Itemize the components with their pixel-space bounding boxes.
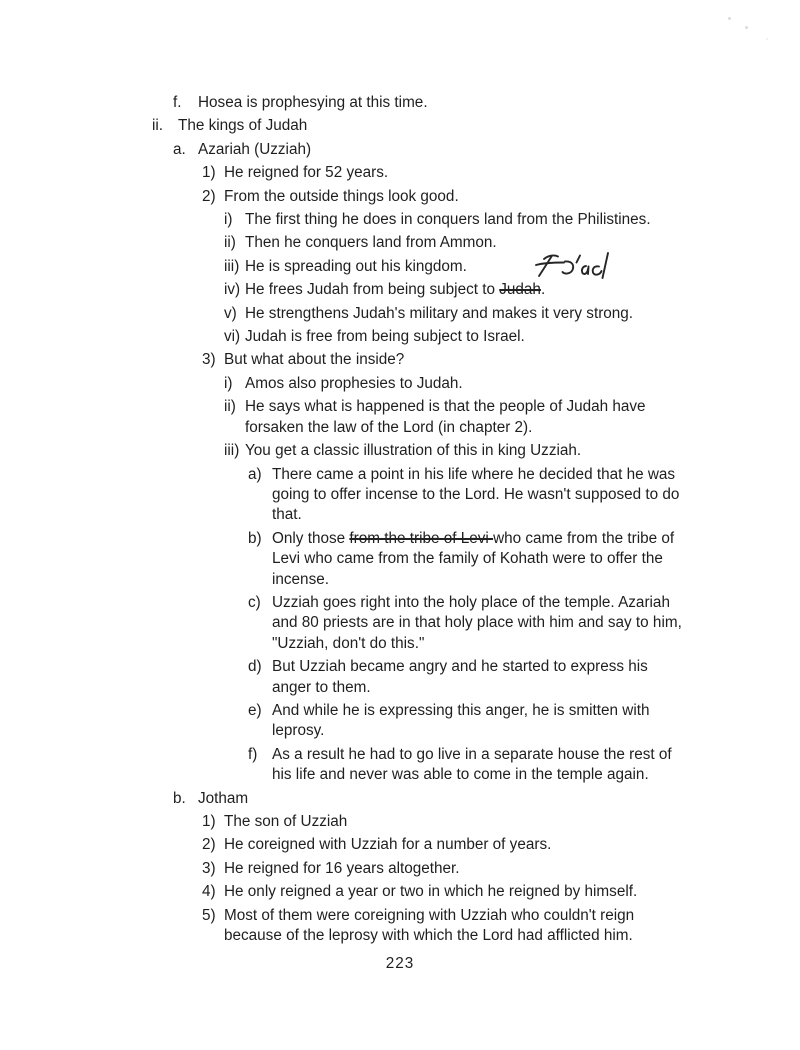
outline-text <box>245 257 800 277</box>
outline-text <box>245 397 800 438</box>
outline-text <box>198 140 800 160</box>
outline-text-line <box>272 529 800 549</box>
outline-text-line: forsaken the law of the Lord (in chapter 2). <box>245 418 533 436</box>
outline-text <box>245 441 800 461</box>
outline-text <box>224 163 800 183</box>
outline-item <box>0 529 800 590</box>
outline-text-line: Levi who came from the family of Kohath were to offer the <box>272 550 663 568</box>
outline-text <box>224 350 800 370</box>
outline-text <box>198 789 800 809</box>
page-number: 223 <box>385 955 415 972</box>
text-segment: . <box>540 281 546 299</box>
outline-text-line: He coreigned with Uzziah for a number of years. <box>224 836 552 854</box>
outline-marker: c) <box>248 593 261 611</box>
outline-text-line: anger to them. <box>272 678 371 696</box>
scan-artifact <box>745 26 748 29</box>
outline-marker: e) <box>248 701 262 719</box>
outline-item <box>0 593 800 654</box>
outline-text-line: But what about the inside? <box>224 351 405 369</box>
outline-marker: b. <box>173 789 186 807</box>
outline-text-line: Most of them were coreigning with Uzziah who couldn't reign <box>224 906 635 924</box>
outline-marker: 3) <box>202 859 216 877</box>
outline-marker: 2) <box>202 187 216 205</box>
outline-text <box>272 745 800 786</box>
outline-text-line: And while he is expressing this anger, he is smitten with <box>272 701 650 719</box>
outline-text-line: The son of Uzziah <box>224 813 348 830</box>
outline-marker: i) <box>224 211 233 229</box>
outline-text-line: The kings of Judah <box>178 117 308 135</box>
outline-item <box>0 304 800 324</box>
outline-item <box>0 233 800 253</box>
outline-text <box>178 116 800 136</box>
outline-text-line: He only reigned a year or two in which he reigned by himself. <box>224 883 638 901</box>
outline-item <box>0 465 800 526</box>
outline-item <box>0 859 800 879</box>
outline-item <box>0 327 800 347</box>
outline-text-line: incense. <box>272 570 329 588</box>
outline-text <box>224 835 800 855</box>
outline-text <box>198 93 800 113</box>
outline-text <box>224 812 800 832</box>
outline-text-line: From the outside things look good. <box>224 187 459 205</box>
handwritten-annotation-israel <box>534 250 612 286</box>
outline-item <box>0 116 800 136</box>
outline-item <box>0 187 800 207</box>
outline-item <box>0 280 800 300</box>
outline-text-line <box>245 280 800 300</box>
outline-marker: b) <box>248 529 262 547</box>
outline-text <box>245 233 800 253</box>
text-segment: He frees Judah from being subject to <box>245 281 500 299</box>
outline-text <box>272 529 800 590</box>
outline-item <box>0 657 800 698</box>
outline-marker: 3) <box>202 351 216 369</box>
scan-artifact <box>728 17 731 20</box>
outline-item <box>0 350 800 370</box>
outline-text-line: He is spreading out his kingdom. <box>245 257 467 275</box>
outline-item <box>0 163 800 183</box>
outline-item <box>0 93 800 113</box>
outline-marker: 4) <box>202 883 216 901</box>
outline-marker: iv) <box>224 281 241 299</box>
outline-text-line: his life and never was able to come in the temple again. <box>272 766 649 784</box>
outline-text-line: Amos also prophesies to Judah. <box>245 374 463 392</box>
outline-item <box>0 140 800 160</box>
outline-item <box>0 812 800 832</box>
outline-text-line: Then he conquers land from Ammon. <box>245 234 497 252</box>
outline-text <box>224 187 800 207</box>
struck-text: Judah <box>499 281 541 299</box>
outline-text-line: "Uzziah, don't do this." <box>272 634 425 652</box>
outline-text-line: that. <box>272 506 302 524</box>
outline-text-line: because of the leprosy with which the Lord had afflicted him. <box>224 927 633 945</box>
outline-marker: ii) <box>224 234 236 252</box>
outline-marker: a. <box>173 140 186 158</box>
outline-marker: f. <box>173 94 182 111</box>
outline-text-line: He reigned for 16 years altogether. <box>224 859 460 877</box>
outline-marker: a) <box>248 465 262 483</box>
outline-marker: d) <box>248 658 262 676</box>
outline-text <box>245 210 800 230</box>
outline-item <box>0 745 800 786</box>
outline-item <box>0 835 800 855</box>
outline-item <box>0 789 800 809</box>
outline-marker: i) <box>224 374 233 392</box>
outline-marker: vi) <box>224 328 241 346</box>
outline-text <box>245 374 800 394</box>
outline-marker: ii. <box>152 117 164 135</box>
outline-text-line: The first thing he does in conquers land from the Philistines. <box>245 211 651 229</box>
outline-item <box>0 374 800 394</box>
handwriting-strokes <box>534 250 612 286</box>
outline-text-line: He reigned for 52 years. <box>224 164 389 182</box>
outline-text <box>272 657 800 698</box>
outline-marker: ii) <box>224 398 236 416</box>
outline-text <box>245 280 800 300</box>
outline-marker: f) <box>248 745 258 763</box>
outline-text <box>224 882 800 902</box>
struck-text: from the tribe of Levi <box>349 529 494 547</box>
outline-marker: 5) <box>202 906 216 924</box>
outline-text <box>245 304 800 324</box>
outline-marker: 2) <box>202 836 216 854</box>
outline-marker: iii) <box>224 442 240 460</box>
text-segment: Only those <box>272 529 350 547</box>
outline-item <box>0 397 800 438</box>
outline-item <box>0 906 800 947</box>
outline <box>0 93 800 949</box>
outline-text <box>245 327 800 347</box>
outline-marker: 1) <box>202 813 216 830</box>
outline-text-line: He says what is happened is that the people of Judah have <box>245 398 646 416</box>
outline-text-line: Hosea is prophesying at this time. <box>198 94 428 111</box>
outline-text-line: He strengthens Judah's military and makes it very strong. <box>245 304 634 322</box>
outline-text-line: Judah is free from being subject to Israel. <box>245 328 525 346</box>
outline-text <box>272 701 800 742</box>
outline-text-line: But Uzziah became angry and he started to express his <box>272 658 648 676</box>
outline-text <box>272 593 800 654</box>
outline-text <box>272 465 800 526</box>
outline-text-line: Jotham <box>198 789 249 807</box>
text-segment: who came from the tribe of <box>493 529 675 547</box>
outline-item <box>0 210 800 230</box>
outline-text-line: Azariah (Uzziah) <box>198 140 312 158</box>
outline-marker: v) <box>224 304 237 322</box>
outline-item <box>0 257 800 277</box>
outline-text-line: As a result he had to go live in a separate house the rest of <box>272 745 672 763</box>
outline-text-line: There came a point in his life where he decided that he was <box>272 465 676 483</box>
outline-text <box>224 859 800 879</box>
outline-text-line: Uzziah goes right into the holy place of the temple. Azariah <box>272 593 670 611</box>
outline-text-line: leprosy. <box>272 722 325 740</box>
outline-text-line: and 80 priests are in that holy place with him and say to him, <box>272 614 682 632</box>
outline-item <box>0 701 800 742</box>
outline-item <box>0 882 800 902</box>
outline-text-line: You get a classic illustration of this in king Uzziah. <box>245 442 582 460</box>
outline-marker: 1) <box>202 164 216 182</box>
outline-text-line: going to offer incense to the Lord. He wasn't supposed to do <box>272 485 680 503</box>
scan-artifact <box>766 38 768 40</box>
outline-marker: iii) <box>224 257 240 275</box>
outline-item <box>0 441 800 461</box>
outline-text <box>224 906 800 947</box>
